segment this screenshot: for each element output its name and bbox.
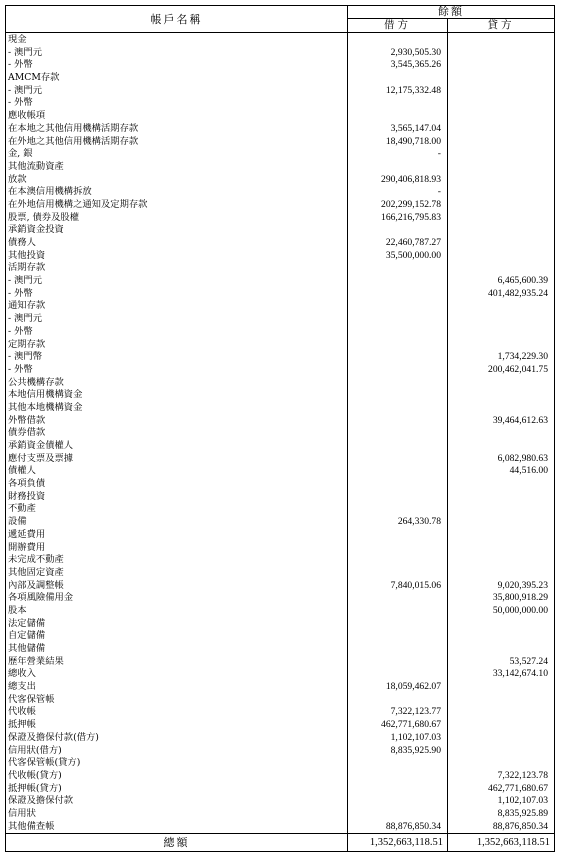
account-name-cell: - 澳門幣 — [6, 351, 348, 364]
debit-cell — [348, 529, 448, 542]
debit-cell — [348, 300, 448, 313]
credit-cell: 33,142,674.10 — [448, 668, 555, 681]
total-label: 總額 — [6, 834, 348, 852]
debit-cell — [348, 415, 448, 428]
table-row — [6, 339, 555, 352]
account-name-cell: 其他固定資產 — [6, 567, 348, 580]
debit-cell — [348, 389, 448, 402]
table-row — [6, 694, 555, 707]
debit-cell — [348, 351, 448, 364]
account-name-cell: - 外幣 — [6, 97, 348, 110]
account-name-cell: 活期存款 — [6, 262, 348, 275]
debit-cell — [348, 364, 448, 377]
table-row — [6, 186, 555, 199]
debit-cell: 264,330.78 — [348, 516, 448, 529]
debit-cell: - — [348, 186, 448, 199]
table-row — [6, 643, 555, 656]
table-row — [6, 542, 555, 555]
debit-cell: 462,771,680.67 — [348, 719, 448, 732]
debit-cell — [348, 465, 448, 478]
account-name-cell: 各項風險備用金 — [6, 592, 348, 605]
credit-cell — [448, 554, 555, 567]
table-row — [6, 465, 555, 478]
table-row — [6, 300, 555, 313]
credit-cell — [448, 186, 555, 199]
credit-cell — [448, 745, 555, 758]
debit-cell — [348, 377, 448, 390]
credit-cell: 50,000,000.00 — [448, 605, 555, 618]
credit-cell — [448, 224, 555, 237]
credit-cell — [448, 161, 555, 174]
table-row — [6, 313, 555, 326]
table-row — [6, 554, 555, 567]
account-name-cell: 承銷資金債權人 — [6, 440, 348, 453]
credit-cell — [448, 262, 555, 275]
debit-cell — [348, 542, 448, 555]
credit-cell — [448, 136, 555, 149]
debit-cell: 3,545,365.26 — [348, 59, 448, 72]
credit-cell: 53,527.24 — [448, 656, 555, 669]
debit-cell — [348, 326, 448, 339]
debit-cell: 2,930,505.30 — [348, 47, 448, 60]
debit-cell — [348, 554, 448, 567]
account-name-cell: 放款 — [6, 174, 348, 187]
account-name-cell: 設備 — [6, 516, 348, 529]
table-row — [6, 97, 555, 110]
account-name-cell: - 外幣 — [6, 288, 348, 301]
debit-cell: 202,299,152.78 — [348, 199, 448, 212]
credit-cell: 200,462,041.75 — [448, 364, 555, 377]
debit-cell — [348, 97, 448, 110]
table-row — [6, 377, 555, 390]
total-row — [6, 834, 555, 852]
account-name-cell: 其他流動資產 — [6, 161, 348, 174]
debit-header: 借方 — [348, 19, 448, 33]
account-name-cell: 未完成不動產 — [6, 554, 348, 567]
credit-cell — [448, 567, 555, 580]
debit-cell: 8,835,925.90 — [348, 745, 448, 758]
table-row — [6, 148, 555, 161]
debit-cell — [348, 795, 448, 808]
credit-cell: 44,516.00 — [448, 465, 555, 478]
ledger-rows — [6, 33, 555, 834]
account-name-cell: - 外幣 — [6, 59, 348, 72]
credit-cell: 401,482,935.24 — [448, 288, 555, 301]
account-name-cell: 應付支票及票據 — [6, 453, 348, 466]
account-name-cell: 法定儲備 — [6, 618, 348, 631]
account-name-cell: 自定儲備 — [6, 630, 348, 643]
table-row — [6, 503, 555, 516]
credit-cell — [448, 516, 555, 529]
account-name-cell: 現金 — [6, 33, 348, 47]
table-row — [6, 618, 555, 631]
debit-cell — [348, 770, 448, 783]
debit-cell — [348, 110, 448, 123]
table-row — [6, 136, 555, 149]
account-name-cell: 抵押帳(貸方) — [6, 783, 348, 796]
credit-cell — [448, 326, 555, 339]
table-row — [6, 59, 555, 72]
debit-cell: 166,216,795.83 — [348, 212, 448, 225]
account-name-cell: - 澳門元 — [6, 47, 348, 60]
account-name-cell: 保證及擔保付款 — [6, 795, 348, 808]
account-name-cell: 不動產 — [6, 503, 348, 516]
account-name-cell: 其他本地機構資金 — [6, 402, 348, 415]
account-name-cell: 在本澳信用機構拆放 — [6, 186, 348, 199]
table-row — [6, 402, 555, 415]
table-row — [6, 516, 555, 529]
debit-cell: 18,059,462.07 — [348, 681, 448, 694]
credit-cell — [448, 212, 555, 225]
balance-header: 餘額 — [348, 6, 555, 19]
account-name-cell: - 澳門元 — [6, 85, 348, 98]
table-row — [6, 364, 555, 377]
credit-cell — [448, 33, 555, 47]
credit-cell — [448, 402, 555, 415]
credit-cell — [448, 427, 555, 440]
account-name-cell: - 外幣 — [6, 326, 348, 339]
table-row — [6, 757, 555, 770]
table-row — [6, 440, 555, 453]
credit-cell — [448, 59, 555, 72]
table-row — [6, 719, 555, 732]
account-name-cell: 財務投資 — [6, 491, 348, 504]
credit-cell: 39,464,612.63 — [448, 415, 555, 428]
debit-cell — [348, 783, 448, 796]
account-name-cell: 股本 — [6, 605, 348, 618]
debit-cell — [348, 72, 448, 85]
debit-cell — [348, 656, 448, 669]
table-row — [6, 656, 555, 669]
table-row — [6, 795, 555, 808]
debit-cell — [348, 694, 448, 707]
debit-cell: 22,460,787.27 — [348, 237, 448, 250]
credit-cell — [448, 377, 555, 390]
table-row — [6, 681, 555, 694]
debit-cell: 18,490,718.00 — [348, 136, 448, 149]
debit-cell — [348, 643, 448, 656]
credit-cell — [448, 440, 555, 453]
credit-cell — [448, 313, 555, 326]
table-row — [6, 491, 555, 504]
credit-cell — [448, 174, 555, 187]
credit-cell — [448, 339, 555, 352]
table-row — [6, 580, 555, 593]
account-name-cell: 定期存款 — [6, 339, 348, 352]
credit-cell — [448, 618, 555, 631]
account-name-cell: 其他儲備 — [6, 643, 348, 656]
debit-cell — [348, 161, 448, 174]
account-name-cell: 承銷資金投資 — [6, 224, 348, 237]
table-row — [6, 529, 555, 542]
debit-cell — [348, 275, 448, 288]
table-row — [6, 351, 555, 364]
credit-cell — [448, 630, 555, 643]
credit-cell — [448, 694, 555, 707]
credit-cell: 88,876,850.34 — [448, 821, 555, 834]
credit-cell: 6,082,980.63 — [448, 453, 555, 466]
table-row — [6, 605, 555, 618]
debit-cell — [348, 339, 448, 352]
account-name-cell: 債權人 — [6, 465, 348, 478]
account-name-cell: 代客保管帳(貸方) — [6, 757, 348, 770]
debit-cell — [348, 630, 448, 643]
ledger-table — [5, 5, 555, 852]
table-row — [6, 174, 555, 187]
credit-cell — [448, 529, 555, 542]
account-name-cell: 外幣借款 — [6, 415, 348, 428]
table-row — [6, 72, 555, 85]
account-name-cell: 在外地信用機構之通知及定期存款 — [6, 199, 348, 212]
account-name-cell: 內部及調整帳 — [6, 580, 348, 593]
table-row — [6, 47, 555, 60]
account-name-cell: 各項負債 — [6, 478, 348, 491]
debit-cell — [348, 592, 448, 605]
account-name-cell: 總收入 — [6, 668, 348, 681]
credit-cell: 9,020,395.23 — [448, 580, 555, 593]
debit-cell — [348, 503, 448, 516]
credit-cell — [448, 250, 555, 263]
credit-cell: 1,102,107.03 — [448, 795, 555, 808]
debit-cell — [348, 808, 448, 821]
table-row — [6, 808, 555, 821]
table-row — [6, 427, 555, 440]
debit-cell — [348, 427, 448, 440]
table-row — [6, 567, 555, 580]
debit-cell — [348, 491, 448, 504]
credit-cell — [448, 478, 555, 491]
credit-header: 貸方 — [448, 19, 555, 33]
debit-cell: 12,175,332.48 — [348, 85, 448, 98]
credit-cell: 1,734,229.30 — [448, 351, 555, 364]
debit-cell: 3,565,147.04 — [348, 123, 448, 136]
account-name-cell: 保證及擔保付款(借方) — [6, 732, 348, 745]
account-name-cell: 信用狀(借方) — [6, 745, 348, 758]
account-name-cell: 代客保管帳 — [6, 694, 348, 707]
account-name-cell: 股票, 債券及股權 — [6, 212, 348, 225]
debit-cell — [348, 440, 448, 453]
account-name-cell: - 外幣 — [6, 364, 348, 377]
credit-cell — [448, 389, 555, 402]
total-credit: 1,352,663,118.51 — [448, 834, 555, 852]
credit-cell — [448, 85, 555, 98]
account-name-cell: 債券借款 — [6, 427, 348, 440]
table-row — [6, 821, 555, 834]
credit-cell — [448, 719, 555, 732]
account-name-cell: 歷年營業結果 — [6, 656, 348, 669]
table-row — [6, 732, 555, 745]
account-name-cell: 代收帳(貸方) — [6, 770, 348, 783]
credit-cell: 7,322,123.78 — [448, 770, 555, 783]
credit-cell — [448, 732, 555, 745]
debit-cell: 290,406,818.93 — [348, 174, 448, 187]
account-name-cell: 其他投資 — [6, 250, 348, 263]
table-row — [6, 288, 555, 301]
table-row — [6, 668, 555, 681]
debit-cell: 7,322,123.77 — [348, 706, 448, 719]
account-name-cell: 總支出 — [6, 681, 348, 694]
debit-cell — [348, 288, 448, 301]
credit-cell — [448, 706, 555, 719]
table-row — [6, 745, 555, 758]
debit-cell — [348, 567, 448, 580]
table-row — [6, 33, 555, 47]
table-row — [6, 630, 555, 643]
credit-cell — [448, 123, 555, 136]
credit-cell — [448, 503, 555, 516]
table-row — [6, 770, 555, 783]
debit-cell — [348, 605, 448, 618]
table-row — [6, 389, 555, 402]
credit-cell — [448, 757, 555, 770]
balance-sheet — [5, 5, 554, 855]
credit-cell — [448, 237, 555, 250]
credit-cell — [448, 542, 555, 555]
credit-cell — [448, 300, 555, 313]
account-name-cell: - 澳門元 — [6, 313, 348, 326]
table-row — [6, 250, 555, 263]
credit-cell — [448, 681, 555, 694]
credit-cell: 6,465,600.39 — [448, 275, 555, 288]
account-name-cell: 開辦費用 — [6, 542, 348, 555]
table-row — [6, 262, 555, 275]
credit-cell: 462,771,680.67 — [448, 783, 555, 796]
table-row — [6, 212, 555, 225]
table-row — [6, 326, 555, 339]
table-row — [6, 453, 555, 466]
table-row — [6, 478, 555, 491]
debit-cell: 35,500,000.00 — [348, 250, 448, 263]
credit-cell — [448, 110, 555, 123]
account-name-cell: AMCM存款 — [6, 72, 348, 85]
account-name-cell: 公共機構存款 — [6, 377, 348, 390]
debit-cell — [348, 478, 448, 491]
account-name-cell: 在外地之其他信用機構活期存款 — [6, 136, 348, 149]
debit-cell — [348, 224, 448, 237]
table-row — [6, 783, 555, 796]
debit-cell: 1,102,107.03 — [348, 732, 448, 745]
table-row — [6, 706, 555, 719]
account-name-cell: 信用狀 — [6, 808, 348, 821]
account-name-cell: 金, 銀 — [6, 148, 348, 161]
table-row — [6, 123, 555, 136]
debit-cell: 7,840,015.06 — [348, 580, 448, 593]
debit-cell — [348, 402, 448, 415]
total-debit: 1,352,663,118.51 — [348, 834, 448, 852]
table-row — [6, 199, 555, 212]
table-row — [6, 415, 555, 428]
account-name-cell: 遞延費用 — [6, 529, 348, 542]
table-row — [6, 224, 555, 237]
credit-cell — [448, 491, 555, 504]
table-row — [6, 275, 555, 288]
account-name-cell: 通知存款 — [6, 300, 348, 313]
debit-cell — [348, 618, 448, 631]
account-name-cell: 其他備查帳 — [6, 821, 348, 834]
debit-cell: 88,876,850.34 — [348, 821, 448, 834]
table-row — [6, 85, 555, 98]
account-name-cell: - 澳門元 — [6, 275, 348, 288]
debit-cell — [348, 757, 448, 770]
debit-cell — [348, 262, 448, 275]
debit-cell — [348, 33, 448, 47]
credit-cell — [448, 72, 555, 85]
debit-cell — [348, 313, 448, 326]
credit-cell — [448, 148, 555, 161]
account-name-cell: 應收帳項 — [6, 110, 348, 123]
account-name-cell: 抵押帳 — [6, 719, 348, 732]
credit-cell — [448, 199, 555, 212]
table-row — [6, 110, 555, 123]
debit-cell — [348, 453, 448, 466]
account-name-header: 帳戶名稱 — [6, 6, 348, 33]
table-row — [6, 161, 555, 174]
table-row — [6, 592, 555, 605]
credit-cell — [448, 643, 555, 656]
credit-cell — [448, 47, 555, 60]
account-name-cell: 債務人 — [6, 237, 348, 250]
table-row — [6, 237, 555, 250]
account-name-cell: 代收帳 — [6, 706, 348, 719]
credit-cell: 35,800,918.29 — [448, 592, 555, 605]
debit-cell — [348, 668, 448, 681]
account-name-cell: 本地信用機構資金 — [6, 389, 348, 402]
credit-cell — [448, 97, 555, 110]
debit-cell: - — [348, 148, 448, 161]
account-name-cell: 在本地之其他信用機構活期存款 — [6, 123, 348, 136]
credit-cell: 8,835,925.89 — [448, 808, 555, 821]
